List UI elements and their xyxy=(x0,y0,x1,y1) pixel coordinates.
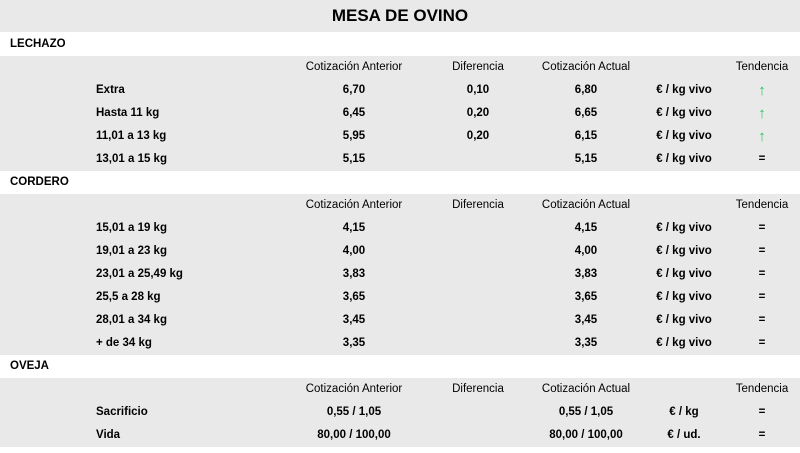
row-label: Extra xyxy=(96,84,125,96)
row-label: 19,01 a 23 kg xyxy=(96,245,167,257)
cotizacion-anterior: 0,55 / 1,05 xyxy=(326,406,382,418)
header-cotizacion-actual: Cotización Actual xyxy=(541,199,631,211)
column-header-row xyxy=(0,56,800,79)
header-cotizacion-anterior: Cotización Anterior xyxy=(305,199,403,211)
cotizacion-actual: 6,15 xyxy=(574,130,598,142)
cotizacion-actual: 6,65 xyxy=(574,107,598,119)
cotizacion-actual: 4,15 xyxy=(574,222,598,234)
table-row xyxy=(0,148,800,171)
header-tendencia: Tendencia xyxy=(735,383,789,395)
cotizacion-anterior: 80,00 / 100,00 xyxy=(317,429,391,441)
page-title: MESA DE OVINO xyxy=(0,0,800,33)
cotizacion-actual: 4,00 xyxy=(574,245,598,257)
unit: € / kg vivo xyxy=(656,130,712,142)
cotizacion-actual: 5,15 xyxy=(574,153,598,165)
cotizacion-anterior: 4,00 xyxy=(342,245,366,257)
diferencia xyxy=(428,401,528,424)
equal-icon: = xyxy=(758,268,766,280)
header-diferencia: Diferencia xyxy=(452,61,504,73)
cotizacion-actual: 0,55 / 1,05 xyxy=(558,406,614,418)
row-label: 28,01 a 34 kg xyxy=(96,314,167,326)
header-cotizacion-anterior: Cotización Anterior xyxy=(305,61,403,73)
equal-icon: = xyxy=(758,429,766,441)
cotizacion-actual: 80,00 / 100,00 xyxy=(549,429,623,441)
table-row xyxy=(0,332,800,355)
cotizacion-anterior: 3,35 xyxy=(342,337,366,349)
row-label: 23,01 a 25,49 kg xyxy=(96,268,183,280)
arrow-up-icon: ↑ xyxy=(758,128,766,145)
cotizacion-anterior: 3,65 xyxy=(342,291,366,303)
equal-icon: = xyxy=(758,337,766,349)
diferencia xyxy=(428,332,528,355)
diferencia xyxy=(428,263,528,286)
equal-icon: = xyxy=(758,153,766,165)
table-row xyxy=(0,401,800,424)
unit: € / kg vivo xyxy=(656,153,712,165)
cotizacion-anterior: 6,45 xyxy=(342,107,366,119)
column-header-row xyxy=(0,378,800,401)
section-title-lechazo: LECHAZO xyxy=(0,33,800,56)
diferencia xyxy=(428,424,528,447)
cotizacion-actual: 6,80 xyxy=(574,84,598,96)
row-label: + de 34 kg xyxy=(96,337,152,349)
header-diferencia: Diferencia xyxy=(452,199,504,211)
unit: € / kg vivo xyxy=(656,245,712,257)
header-tendencia: Tendencia xyxy=(735,199,789,211)
row-label: 13,01 a 15 kg xyxy=(96,153,167,165)
section-title-oveja: OVEJA xyxy=(0,355,800,378)
diferencia: 0,20 xyxy=(466,130,490,142)
section-title-cordero: CORDERO xyxy=(0,171,800,194)
equal-icon: = xyxy=(758,406,766,418)
column-header-row xyxy=(0,194,800,217)
table-row xyxy=(0,125,800,148)
header-cotizacion-anterior: Cotización Anterior xyxy=(305,383,403,395)
row-label: Sacrificio xyxy=(96,406,148,418)
table-row xyxy=(0,263,800,286)
arrow-up-icon: ↑ xyxy=(758,105,766,122)
unit: € / kg vivo xyxy=(656,107,712,119)
cotizacion-anterior: 3,83 xyxy=(342,268,366,280)
row-label: 15,01 a 19 kg xyxy=(96,222,167,234)
cotizacion-actual: 3,35 xyxy=(574,337,598,349)
table-row xyxy=(0,424,800,447)
row-label: 11,01 a 13 kg xyxy=(96,130,167,142)
unit: € / kg vivo xyxy=(656,337,712,349)
header-cotizacion-actual: Cotización Actual xyxy=(541,61,631,73)
unit: € / kg vivo xyxy=(656,314,712,326)
cotizacion-actual: 3,65 xyxy=(574,291,598,303)
header-tendencia: Tendencia xyxy=(735,61,789,73)
cotizacion-anterior: 6,70 xyxy=(342,84,366,96)
table-row xyxy=(0,309,800,332)
diferencia: 0,10 xyxy=(466,84,490,96)
equal-icon: = xyxy=(758,222,766,234)
cotizacion-actual: 3,45 xyxy=(574,314,598,326)
cotizacion-anterior: 5,15 xyxy=(342,153,366,165)
row-label: 25,5 a 28 kg xyxy=(96,291,161,303)
diferencia xyxy=(428,240,528,263)
table-row xyxy=(0,286,800,309)
table-row xyxy=(0,79,800,102)
equal-icon: = xyxy=(758,245,766,257)
equal-icon: = xyxy=(758,291,766,303)
table-row xyxy=(0,240,800,263)
header-diferencia: Diferencia xyxy=(452,383,504,395)
row-label: Vida xyxy=(96,429,121,441)
unit: € / kg vivo xyxy=(656,291,712,303)
unit: € / kg vivo xyxy=(656,84,712,96)
diferencia: 0,20 xyxy=(466,107,490,119)
cotizacion-actual: 3,83 xyxy=(574,268,598,280)
equal-icon: = xyxy=(758,314,766,326)
diferencia xyxy=(428,217,528,240)
unit: € / kg vivo xyxy=(656,222,712,234)
diferencia xyxy=(428,148,528,171)
header-cotizacion-actual: Cotización Actual xyxy=(541,383,631,395)
diferencia xyxy=(428,309,528,332)
unit: € / kg xyxy=(669,406,699,418)
arrow-up-icon: ↑ xyxy=(758,82,766,99)
table-row xyxy=(0,217,800,240)
row-label: Hasta 11 kg xyxy=(96,107,160,119)
cotizacion-anterior: 5,95 xyxy=(342,130,366,142)
diferencia xyxy=(428,286,528,309)
cotizacion-anterior: 4,15 xyxy=(342,222,366,234)
unit: € / ud. xyxy=(667,429,701,441)
table-row xyxy=(0,102,800,125)
cotizacion-anterior: 3,45 xyxy=(342,314,366,326)
unit: € / kg vivo xyxy=(656,268,712,280)
